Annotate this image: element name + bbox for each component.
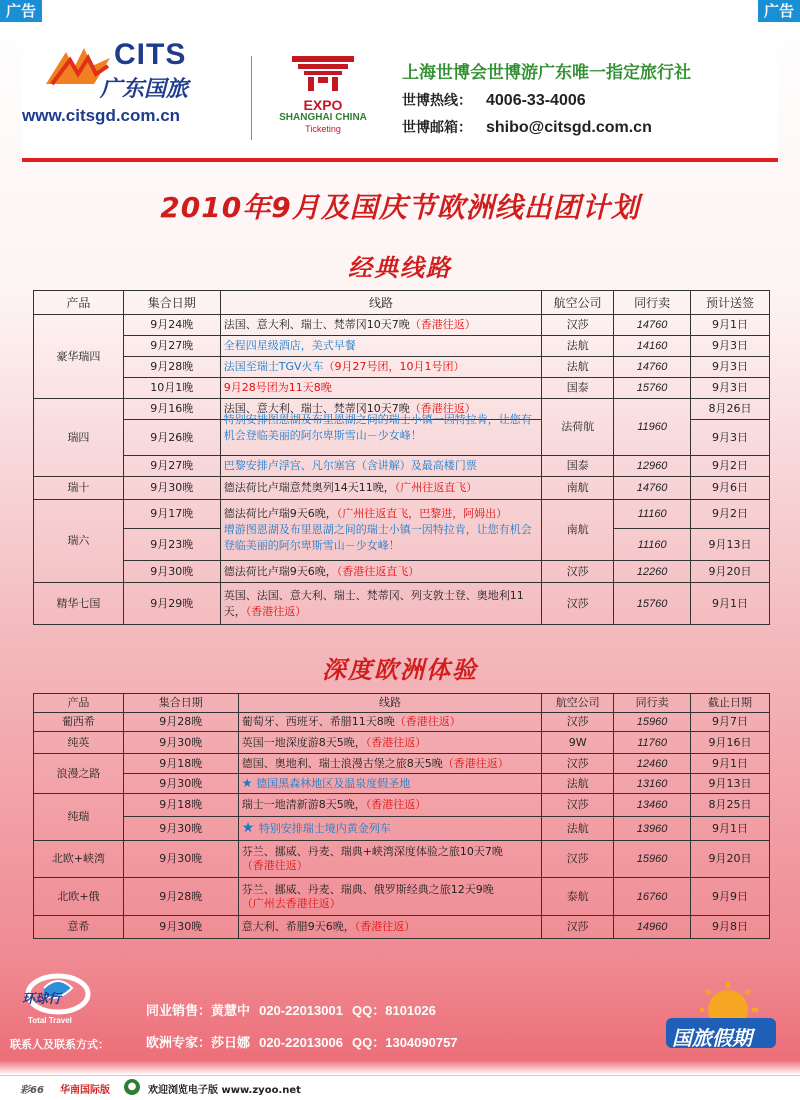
date-cell: 9月27晚	[123, 456, 220, 477]
route-cell	[220, 357, 542, 378]
fare-cell: 16760	[614, 878, 691, 916]
date-cell: 9月30晚	[123, 774, 238, 794]
table-header-row	[34, 291, 770, 315]
publication-name: 华南国际版	[60, 1085, 110, 1096]
route-note: （香港往返）	[442, 756, 509, 770]
visa-cell: 9月13日	[691, 529, 770, 561]
star-icon: ★	[241, 776, 257, 790]
airline-cell: 法航	[542, 357, 614, 378]
deadline-cell: 9月20日	[691, 841, 770, 878]
deadline-cell: 9月7日	[691, 713, 770, 732]
route-cell	[238, 732, 542, 754]
visa-cell: 9月1日	[691, 583, 770, 625]
airline-cell: 汉莎	[542, 561, 614, 583]
table-row	[34, 500, 770, 529]
airline-cell: 泰航	[542, 878, 614, 916]
main-title: 2010年9月及国庆节欧洲线出团计划	[160, 191, 640, 224]
route-note: （香港往返直飞）	[336, 564, 420, 578]
route-note: （香港往返）	[354, 920, 416, 933]
fare-cell: 12460	[614, 754, 691, 774]
date-cell: 9月24晚	[123, 315, 220, 336]
airline-cell: 南航	[542, 500, 614, 561]
sales-contact-line	[146, 1000, 436, 1019]
visa-cell: 9月2日	[691, 456, 770, 477]
route-cell	[220, 561, 542, 583]
column-header: 产品	[34, 694, 124, 713]
airline-cell: 汉莎	[542, 315, 614, 336]
visa-cell: 9月3日	[691, 420, 770, 456]
deadline-cell: 9月16日	[691, 732, 770, 754]
table-row	[34, 456, 770, 477]
expert-label: 欧洲专家：	[146, 1036, 212, 1051]
table-row	[34, 713, 770, 732]
table-row	[34, 336, 770, 357]
date-cell: 9月30晚	[123, 477, 220, 500]
visa-cell: 9月3日	[691, 357, 770, 378]
deadline-cell: 9月1日	[691, 754, 770, 774]
deadline-cell: 8月25日	[691, 794, 770, 817]
table-header-row	[34, 694, 770, 713]
route-note: （广州往返直飞）	[394, 481, 478, 494]
route-note: （广州去香港往返）	[241, 896, 341, 910]
fare-cell: 11960	[614, 399, 691, 456]
date-cell: 9月17晚	[123, 500, 220, 529]
agency-slogan: 上海世博会世博游广东唯一指定旅行社	[402, 63, 691, 83]
header-divider	[251, 56, 252, 140]
column-header: 同行卖	[614, 291, 691, 315]
airline-cell: 汉莎	[542, 794, 614, 817]
visa-cell: 9月6日	[691, 477, 770, 500]
route-highlight: 增游图恩湖及布里恩湖之间的瑞士小镇一因特拉肯，让您有机会登临美丽的阿尔卑斯雪山－少女峰！	[223, 523, 532, 552]
route-text: 葡萄牙、西班牙、希腊11天8晚	[241, 715, 395, 728]
cits-name: CITS	[114, 38, 187, 71]
date-cell: 9月30晚	[123, 561, 220, 583]
route-cell	[238, 916, 542, 939]
route-note: （香港往返）	[365, 798, 427, 811]
route-text: 法国、意大利、瑞士、梵蒂冈10天7晚	[223, 318, 410, 331]
fare-cell: 15960	[614, 713, 691, 732]
column-header: 线路	[220, 291, 542, 315]
route-cell: 特别安排图恩湖及布里恩湖之间的瑞士小镇一因特拉肯，让您有机会登临美丽的阿尔卑斯雪山－少女峰！	[220, 410, 542, 446]
route-cell: 巴黎安排卢浮宫、凡尔塞宫（含讲解）及最高楼门票	[220, 456, 542, 477]
airline-cell: 法航	[542, 336, 614, 357]
route-note: （广州往返直飞，巴黎进，阿姆出）	[336, 507, 508, 520]
route-text: 英国一地深度游8天5晚，	[241, 735, 366, 749]
table-row	[34, 754, 770, 774]
date-cell: 9月30晚	[123, 841, 238, 878]
date-cell: 9月28晚	[123, 357, 220, 378]
product-cell: 北欧+峡湾	[34, 841, 124, 878]
column-header: 产品	[34, 291, 124, 315]
column-header: 航空公司	[542, 694, 614, 713]
expo-ticketing: Ticketing	[305, 124, 341, 134]
airline-cell: 国泰	[542, 378, 614, 399]
expo-subtitle: SHANGHAI CHINA	[279, 112, 367, 123]
date-cell: 9月23晚	[123, 529, 220, 561]
fare-cell: 14160	[614, 336, 691, 357]
route-text: 芬兰、挪威、丹麦、瑞典、俄罗斯经典之旅12天9晚	[241, 882, 494, 896]
publication-icon: ●	[124, 1079, 140, 1095]
product-cell: 意希	[34, 916, 124, 939]
column-header: 线路	[238, 694, 542, 713]
page-number: 彩66	[20, 1085, 44, 1096]
expo-logo	[268, 52, 378, 152]
email-label: 世博邮箱：	[402, 120, 472, 136]
airline-cell: 汉莎	[542, 583, 614, 625]
fare-cell: 14760	[614, 477, 691, 500]
table-row	[34, 841, 770, 878]
airline-cell: 法荷航	[542, 399, 614, 456]
date-cell: 9月28晚	[123, 713, 238, 732]
table-row	[34, 561, 770, 583]
expo-title: EXPO	[303, 97, 343, 113]
route-cell	[238, 817, 542, 841]
route-cell: 9月28号团为11天8晚	[220, 378, 542, 399]
date-cell: 9月29晚	[123, 583, 220, 625]
date-cell: 9月27晚	[123, 336, 220, 357]
section-title-classic: 经典线路	[348, 254, 452, 282]
fare-cell: 13460	[614, 794, 691, 817]
table-row	[34, 357, 770, 378]
email-row	[402, 117, 652, 137]
product-cell: 豪华瑞四	[34, 315, 124, 399]
route-text: 德法荷比卢瑞9天6晚，	[223, 564, 337, 578]
route-note: （香港往返）	[245, 604, 307, 618]
table-row	[34, 583, 770, 625]
deadline-cell: 9月9日	[691, 878, 770, 916]
route-text: 德法荷比卢瑞9天6晚，	[223, 507, 337, 520]
route-text: 芬兰、挪威、丹麦、瑞典+峡湾深度体验之旅10天7晚	[241, 845, 503, 858]
route-cell	[238, 774, 542, 794]
airline-cell: 汉莎	[542, 713, 614, 732]
product-cell: 瑞十	[34, 477, 124, 500]
column-header: 同行卖	[614, 694, 691, 713]
fare-cell: 14760	[614, 357, 691, 378]
fare-cell: 13960	[614, 817, 691, 841]
product-cell: 精华七国	[34, 583, 124, 625]
table-row	[34, 378, 770, 399]
route-highlight: 特别安排瑞士境内黄金列车	[258, 822, 391, 835]
date-cell: 9月26晚	[123, 420, 220, 456]
expert-name: 莎日娜	[211, 1036, 251, 1051]
date-cell: 9月18晚	[123, 794, 238, 817]
fare-cell: 15960	[614, 841, 691, 878]
route-text: 英国、法国、意大利、瑞士、梵蒂冈、列支敦士登、奥地利11天，	[223, 588, 524, 618]
route-text: 瑞士一地清新游8天5晚，	[241, 798, 366, 811]
date-cell: 9月16晚	[123, 399, 220, 420]
table-row	[34, 878, 770, 916]
product-cell: 北欧+俄	[34, 878, 124, 916]
airline-cell: 法航	[542, 817, 614, 841]
welcome-text: 欢迎浏览电子版 www.zyoo.net	[148, 1085, 301, 1096]
route-highlight: 德国黑森林地区及温泉度假圣地	[256, 777, 411, 790]
deadline-cell: 9月1日	[691, 817, 770, 841]
fare-cell: 13160	[614, 774, 691, 794]
route-cell	[238, 878, 542, 916]
product-cell: 葡西希	[34, 713, 124, 732]
route-note: （香港往返）	[409, 318, 476, 331]
route-text: 意大利、希腊9天6晚，	[241, 920, 355, 933]
date-cell: 9月30晚	[123, 817, 238, 841]
route-cell	[238, 754, 542, 774]
fare-cell: 11160	[614, 529, 691, 561]
section-title-deep: 深度欧洲体验	[322, 656, 478, 684]
total-travel-name: 环球行	[22, 992, 62, 1007]
visa-cell: 9月20日	[691, 561, 770, 583]
visa-cell: 9月3日	[691, 336, 770, 357]
hotline-number: 4006-33-4006	[486, 92, 586, 109]
visa-cell: 8月26日	[691, 399, 770, 420]
date-cell: 10月1晚	[123, 378, 220, 399]
airline-cell: 汉莎	[542, 841, 614, 878]
date-cell: 9月30晚	[123, 916, 238, 939]
route-note: （香港往返）	[241, 859, 308, 872]
contact-label: 联系人及联系方式：	[10, 1038, 109, 1051]
star-icon: ★	[241, 820, 259, 836]
column-header: 截止日期	[691, 694, 770, 713]
email-address: shibo@citsgd.com.cn	[486, 119, 652, 136]
sales-phone: 020-22013001	[259, 1003, 343, 1018]
cits-holiday-logo	[666, 980, 776, 1052]
sales-qq: QQ：8101026	[352, 1003, 436, 1018]
hotline-row	[402, 90, 586, 110]
total-travel-subtitle: Total Travel	[28, 1016, 72, 1025]
route-cell	[220, 477, 542, 500]
visa-cell: 9月3日	[691, 378, 770, 399]
classic-routes-table	[33, 290, 770, 625]
expert-contact-line	[146, 1032, 458, 1051]
expert-qq: QQ：1304090757	[352, 1035, 458, 1050]
route-note: （香港往返）	[409, 402, 476, 415]
route-text: 德国、奥地利、瑞士浪漫古堡之旅8天5晚	[241, 756, 443, 770]
table-row	[34, 774, 770, 794]
cits-logo	[22, 36, 232, 136]
date-cell: 9月18晚	[123, 754, 238, 774]
route-note: （香港往返）	[365, 735, 427, 749]
fare-cell: 11160	[614, 500, 691, 529]
column-header: 航空公司	[542, 291, 614, 315]
cits-url: www.citsgd.com.cn	[22, 106, 181, 125]
bottom-bar	[0, 1075, 800, 1100]
table-row	[34, 817, 770, 841]
table-row	[34, 477, 770, 500]
product-cell: 瑞四	[34, 399, 124, 477]
product-cell: 瑞六	[34, 500, 124, 583]
sales-label: 同业销售：	[146, 1004, 212, 1019]
date-cell: 9月30晚	[123, 732, 238, 754]
fare-cell: 11760	[614, 732, 691, 754]
route-note: （香港往返）	[394, 715, 461, 728]
route-cell	[238, 841, 542, 878]
route-cell	[220, 500, 542, 561]
ad-tag-right: 广告	[758, 0, 800, 22]
fare-cell: 15760	[614, 378, 691, 399]
deadline-cell: 9月13日	[691, 774, 770, 794]
date-cell: 9月28晚	[123, 878, 238, 916]
fare-cell: 15760	[614, 583, 691, 625]
column-header: 集合日期	[123, 291, 220, 315]
deep-europe-table	[33, 693, 770, 939]
visa-cell: 9月1日	[691, 315, 770, 336]
airline-cell: 汉莎	[542, 754, 614, 774]
table-row	[34, 916, 770, 939]
fare-cell: 12960	[614, 456, 691, 477]
route-text: 德法荷比卢瑞意梵奥列14天11晚，	[223, 481, 395, 494]
route-cell	[238, 794, 542, 817]
fare-cell: 12260	[614, 561, 691, 583]
route-note: （9月27号团，10月1号团）	[323, 360, 465, 373]
product-cell: 纯英	[34, 732, 124, 754]
route-cell	[238, 713, 542, 732]
ad-tag-left: 广告	[0, 0, 42, 22]
airline-cell: 南航	[542, 477, 614, 500]
visa-cell: 9月2日	[691, 500, 770, 529]
cits-holiday-name: 国旅假期	[672, 1026, 752, 1050]
table-row	[34, 315, 770, 336]
airline-cell: 法航	[542, 774, 614, 794]
sales-name: 黄慧中	[211, 1004, 251, 1019]
route-cell	[220, 583, 542, 625]
fare-cell: 14960	[614, 916, 691, 939]
airline-cell: 国泰	[542, 456, 614, 477]
product-cell: 浪漫之路	[34, 754, 124, 794]
expo-pavilion-icon	[288, 52, 358, 94]
column-header: 预计送签	[691, 291, 770, 315]
deadline-cell: 9月8日	[691, 916, 770, 939]
route-text: 法国至瑞士TGV火车	[223, 360, 324, 373]
hotline-label: 世博热线：	[402, 93, 472, 109]
product-cell: 纯瑞	[34, 794, 124, 841]
airline-cell: 汉莎	[542, 916, 614, 939]
route-cell	[220, 315, 542, 336]
expert-phone: 020-22013006	[259, 1035, 343, 1050]
column-header: 集合日期	[123, 694, 238, 713]
route-cell: 全程四星级酒店，美式早餐	[220, 336, 542, 357]
cits-chinese-name: 广东国旅	[100, 77, 189, 102]
fare-cell: 14760	[614, 315, 691, 336]
total-travel-logo	[14, 968, 110, 1032]
table-row	[34, 794, 770, 817]
route-text: 法国、意大利、瑞士、梵蒂冈10天7晚	[223, 402, 410, 415]
airline-cell: 9W	[542, 732, 614, 754]
table-row	[34, 732, 770, 754]
